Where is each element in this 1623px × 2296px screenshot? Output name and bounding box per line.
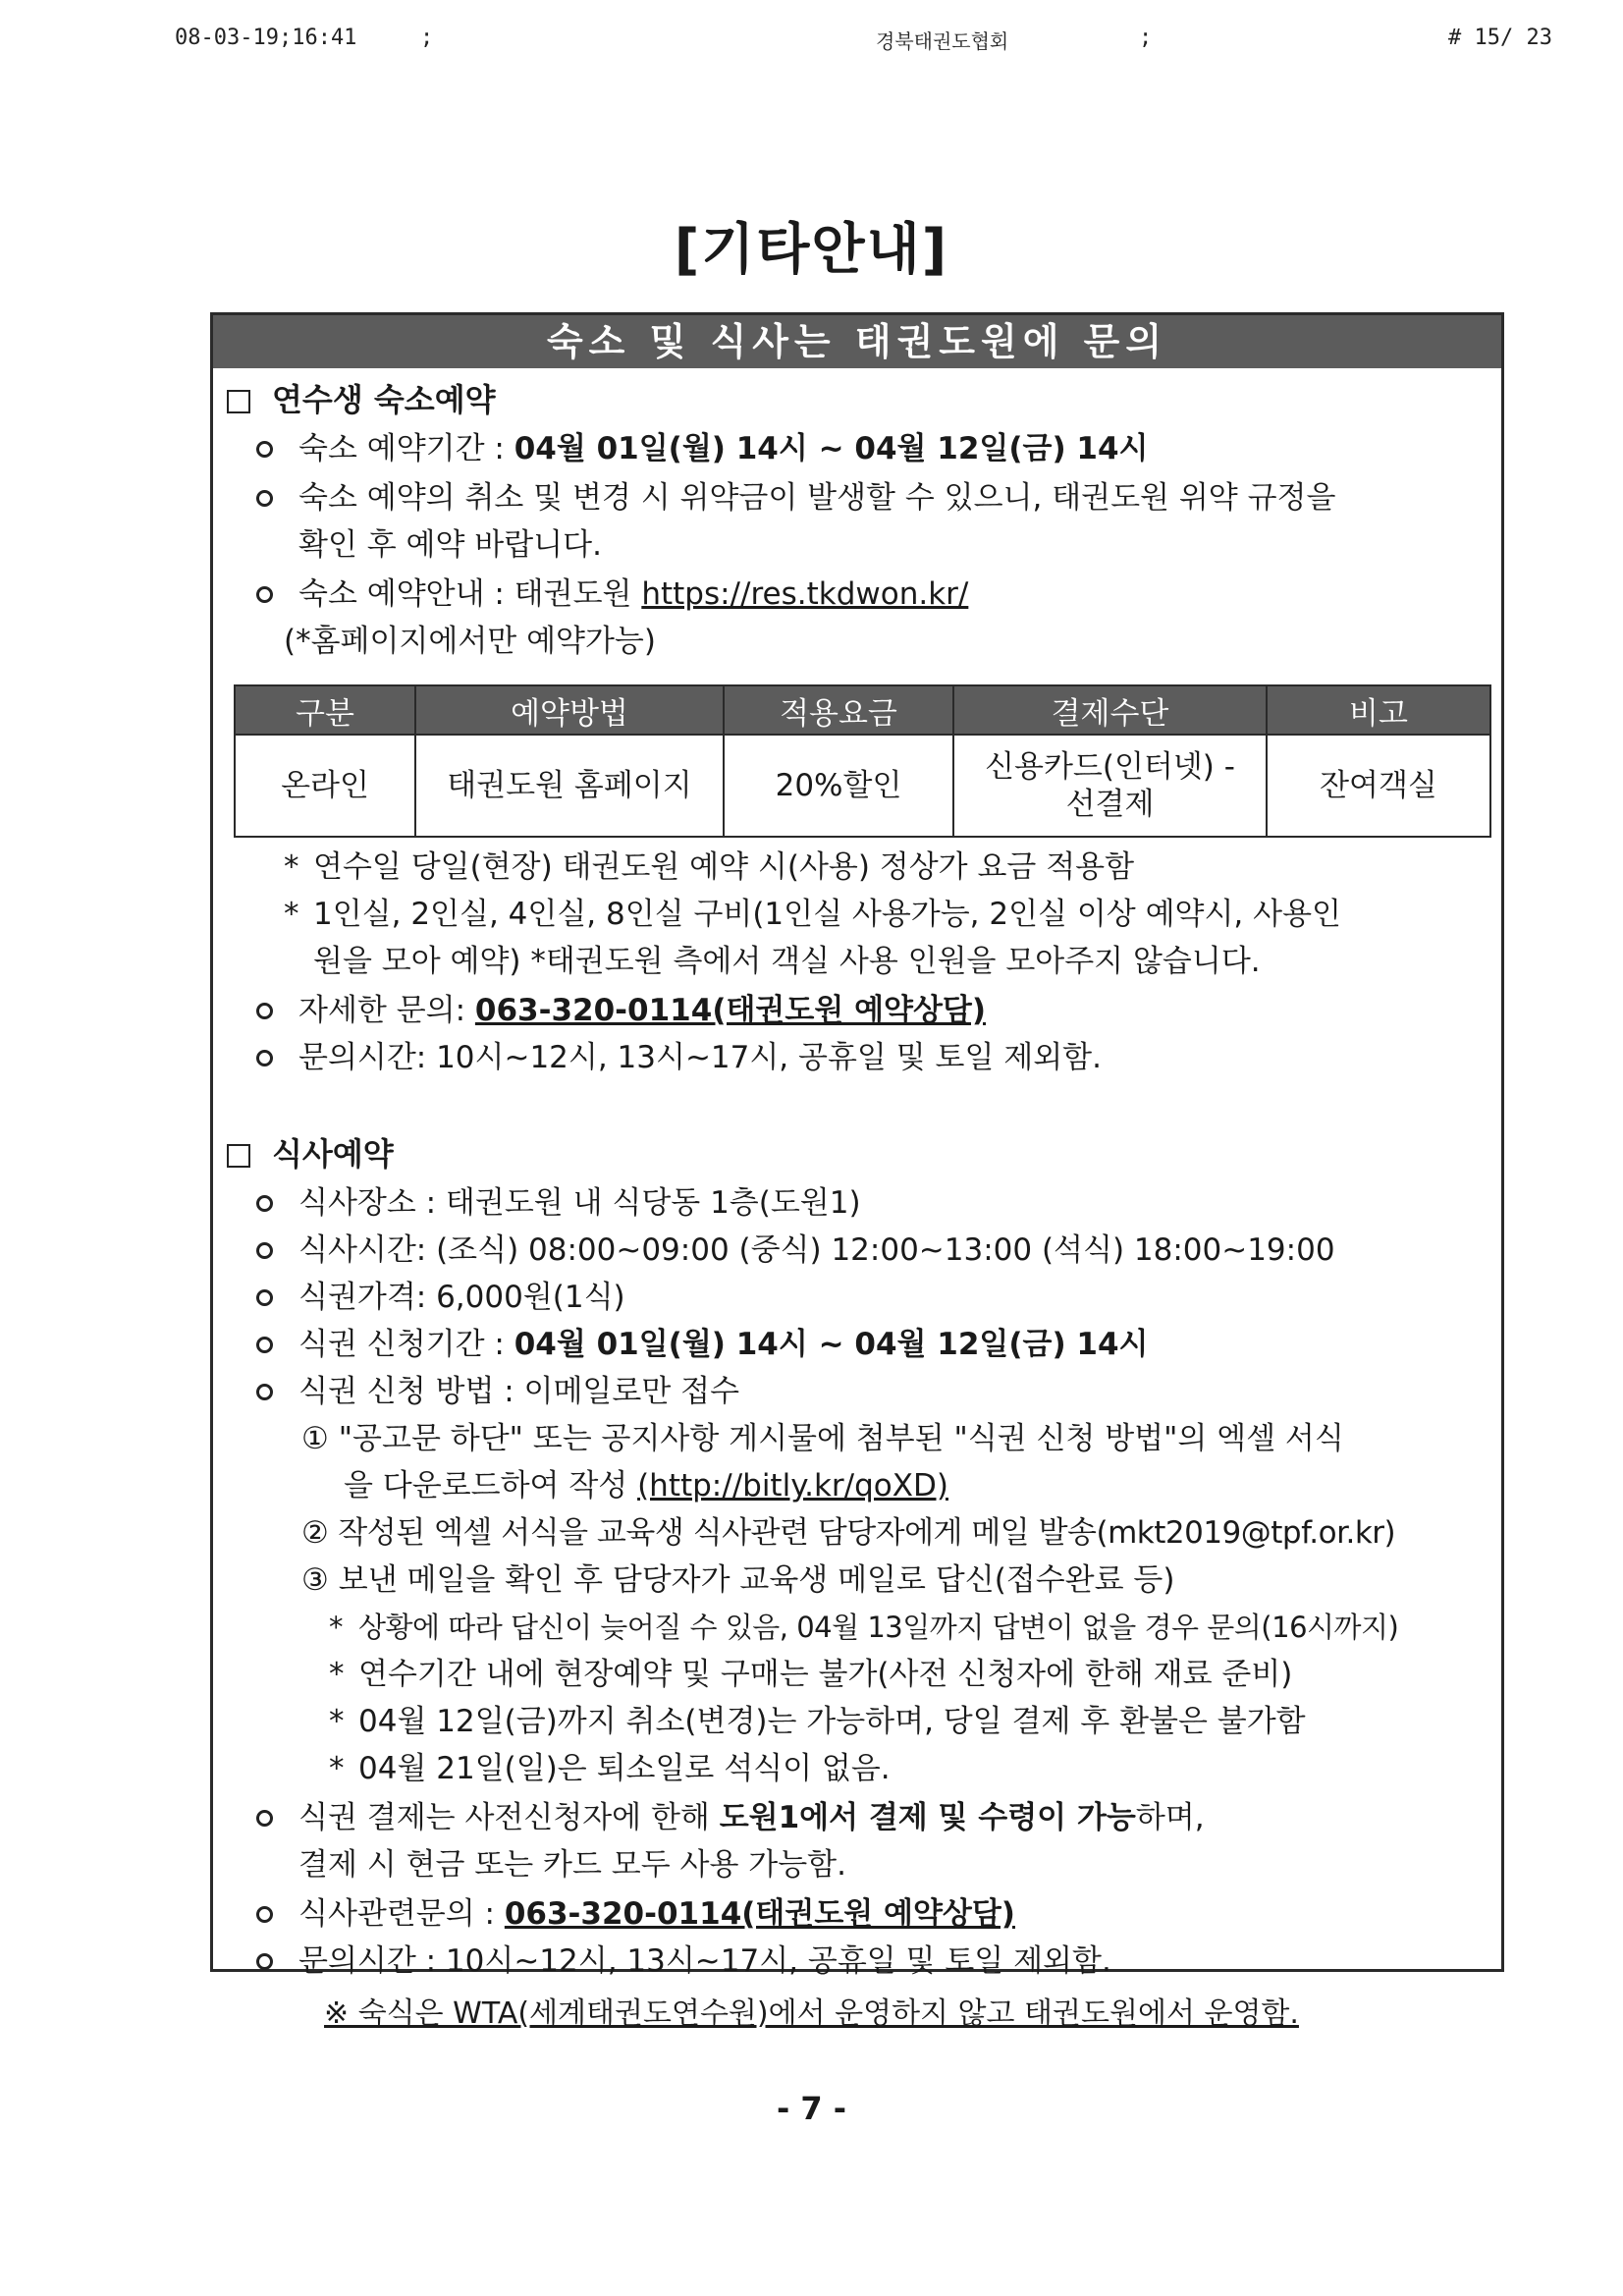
bullet-icon: [256, 441, 273, 458]
meal-contact-phone: 063-320-0114(태권도원 예약상담): [504, 1896, 1015, 1932]
checkbox-icon: [227, 390, 250, 413]
bullet-icon: [256, 1003, 273, 1019]
bullet-icon: [256, 1242, 273, 1259]
fax-separator: ;: [420, 26, 434, 50]
meal-form-link[interactable]: (http://bitly.kr/qoXD): [637, 1468, 948, 1503]
page-title: [기타안내]: [674, 218, 949, 282]
meal-hours-text: 문의시간 : 10시~12시, 13시~17시, 공휴일 및 토일 제외함.: [298, 1943, 1111, 1979]
lodging-period-value: 04월 01일(월) 14시 ~ 04월 12일(금) 14시: [514, 431, 1149, 466]
lodging-contact-label: 자세한 문의:: [298, 993, 475, 1028]
lodging-note-2-cont: 원을 모아 예약) *태권도원 측에서 객실 사용 인원을 모아주지 않습니다.: [313, 944, 1261, 979]
step-number: ①: [301, 1421, 329, 1456]
table-header-row: [235, 685, 1490, 735]
meal-heading-text: 식사예약: [272, 1135, 394, 1173]
bullet-icon: [256, 1906, 273, 1923]
bullet-icon: [256, 490, 273, 507]
meal-step-3-text: 보낸 메일을 확인 후 담당자가 교육생 메일로 답신(접수완료 등): [338, 1562, 1175, 1598]
meal-price-text: 식권가격: 6,000원(1식): [298, 1280, 625, 1315]
meal-time-text: 식사시간: (조식) 08:00~09:00 (중식) 12:00~13:00 (석식) 18:00~19:00: [298, 1232, 1335, 1268]
banner: 숙소 및 식사는 태권도원에 문의: [213, 315, 1501, 368]
table-header: 비고: [1267, 685, 1490, 735]
info-box: [210, 312, 1504, 1979]
meal-step-3: [301, 1560, 1174, 1600]
meal-method: [256, 1372, 739, 1411]
meal-price: [256, 1278, 625, 1317]
meal-step-1-cont-text: 을 다운로드하여 작성: [344, 1468, 638, 1503]
lodging-hours-text: 문의시간: 10시~12시, 13시~17시, 공휴일 및 토일 제외함.: [298, 1040, 1102, 1075]
meal-payment-suffix: 하며,: [1135, 1800, 1205, 1835]
fax-header: [0, 26, 1623, 65]
lodging-cancel-text-1: 숙소 예약의 취소 및 변경 시 위약금이 발생할 수 있으니, 태권도원 위약 규정을: [298, 480, 1336, 516]
lodging-note-1-text: 연수일 당일(현장) 태권도원 예약 시(사용) 정상가 요금 적용함: [313, 849, 1135, 885]
lodging-heading-text: 연수생 숙소예약: [272, 381, 496, 418]
meal-period: [256, 1325, 1149, 1364]
bullet-icon: [256, 1810, 273, 1827]
lodging-url-link[interactable]: https://res.tkdwon.kr/: [641, 576, 969, 612]
meal-period-value: 04월 01일(월) 14시 ~ 04월 12일(금) 14시: [514, 1327, 1149, 1362]
star-icon: *: [329, 1611, 343, 1644]
meal-payment: [256, 1798, 1205, 1837]
bullet-icon: [256, 1337, 273, 1353]
meal-sub-2: [329, 1655, 1292, 1694]
fax-page: # 15/ 23: [1448, 26, 1552, 50]
lodging-period: [256, 429, 1149, 468]
meal-hours: [256, 1941, 1111, 1981]
lodging-contact-phone: 063-320-0114(태권도원 예약상담): [474, 993, 987, 1028]
table-cell: 온라인: [235, 735, 415, 837]
meal-sub-3-text: 04월 12일(금)까지 취소(변경)는 가능하며, 당일 결제 후 환불은 불가함: [358, 1704, 1306, 1739]
lodging-note-2: [284, 895, 1341, 934]
table-header: 구분: [235, 685, 415, 735]
table-row: [235, 735, 1490, 837]
bullet-icon: [256, 1953, 273, 1970]
meal-step-2-text: 작성된 엑셀 서식을 교육생 식사관련 담당자에게 메일 발송(mkt2019@tpf.or.kr): [338, 1515, 1396, 1551]
star-icon: *: [284, 897, 299, 932]
meal-place-text: 식사장소 : 태권도원 내 식당동 1층(도원1): [298, 1185, 861, 1221]
lodging-note-2-text: 1인실, 2인실, 4인실, 8인실 구비(1인실 사용가능, 2인실 이상 예약시, 사용인: [313, 897, 1341, 932]
meal-payment-cont: 결제 시 현금 또는 카드 모두 사용 가능함.: [298, 1847, 846, 1883]
step-number: ③: [301, 1562, 329, 1598]
star-icon: *: [284, 849, 299, 885]
meal-sub-4: [329, 1749, 891, 1788]
meal-sub-2-text: 연수기간 내에 현장예약 및 구매는 불가(사전 신청자에 한해 재료 준비): [358, 1657, 1293, 1692]
lodging-guide-label: 숙소 예약안내 : 태권도원: [298, 576, 642, 612]
table-header: 결제수단: [953, 685, 1267, 735]
lodging-note-1: [284, 847, 1134, 887]
meal-step-2: [301, 1513, 1395, 1553]
footnote: ※ 숙식은 WTA(세계태권도연수원)에서 운영하지 않고 태권도원에서 운영함.: [324, 1996, 1299, 2031]
table-cell: 20%할인: [724, 735, 953, 837]
bullet-icon: [256, 1050, 273, 1066]
meal-sub-1: [329, 1608, 1398, 1647]
meal-sub-4-text: 04월 21일(일)은 퇴소일로 석식이 없음.: [358, 1751, 891, 1786]
meal-sub-1-text: 상황에 따라 답신이 늦어질 수 있음, 04월 13일까지 답변이 없을 경우 문의(16시까지): [358, 1611, 1399, 1644]
meal-step-1-text: "공고문 하단" 또는 공지사항 게시물에 첨부된 "식권 신청 방법"의 엑셀 서식: [338, 1421, 1344, 1456]
table-header: 예약방법: [415, 685, 724, 735]
meal-step-1-cont: [344, 1466, 948, 1505]
lodging-guide-note: (*홈페이지에서만 예약가능): [284, 624, 656, 659]
lodging-hours: [256, 1038, 1102, 1077]
page-number: - 7 -: [776, 2090, 847, 2127]
lodging-cancel-cont: 확인 후 예약 바랍니다.: [298, 527, 602, 563]
meal-contact: [256, 1894, 1015, 1934]
bullet-icon: [256, 586, 273, 603]
table-cell: 잔여객실: [1267, 735, 1490, 837]
bullet-icon: [256, 1384, 273, 1400]
lodging-cancel: [256, 478, 1335, 518]
star-icon: *: [329, 1751, 345, 1786]
fax-separator-2: ;: [1139, 26, 1153, 50]
lodging-contact: [256, 991, 986, 1030]
lodging-table: [234, 684, 1491, 838]
meal-step-1: [301, 1419, 1344, 1458]
lodging-guide: [256, 574, 968, 614]
lodging-period-label: 숙소 예약기간 :: [298, 431, 514, 466]
meal-sub-3: [329, 1702, 1306, 1741]
table-header: 적용요금: [724, 685, 953, 735]
table-cell-line-2: 선결제: [1065, 787, 1155, 822]
table-cell: [953, 735, 1267, 837]
meal-method-text: 식권 신청 방법 : 이메일로만 접수: [298, 1374, 740, 1409]
table-cell-line-1: 신용카드(인터넷) -: [985, 749, 1235, 785]
meal-time: [256, 1230, 1335, 1270]
star-icon: *: [329, 1704, 345, 1739]
fax-sender: 경북태권도협회: [876, 29, 1009, 53]
meal-payment-label: 식권 결제는 사전신청자에 한해: [298, 1800, 720, 1835]
bullet-icon: [256, 1289, 273, 1306]
meal-heading: [227, 1134, 394, 1174]
meal-contact-label: 식사관련문의 :: [298, 1896, 505, 1932]
checkbox-icon: [227, 1144, 250, 1168]
step-number: ②: [301, 1515, 329, 1551]
meal-place: [256, 1183, 861, 1223]
fax-datetime: 08-03-19;16:41: [175, 26, 357, 50]
meal-payment-bold: 도원1에서 결제 및 수령이 가능: [719, 1800, 1136, 1835]
star-icon: *: [329, 1657, 345, 1692]
meal-period-label: 식권 신청기간 :: [298, 1327, 514, 1362]
bullet-icon: [256, 1195, 273, 1212]
table-cell: 태권도원 홈페이지: [415, 735, 724, 837]
lodging-heading: [227, 380, 496, 419]
